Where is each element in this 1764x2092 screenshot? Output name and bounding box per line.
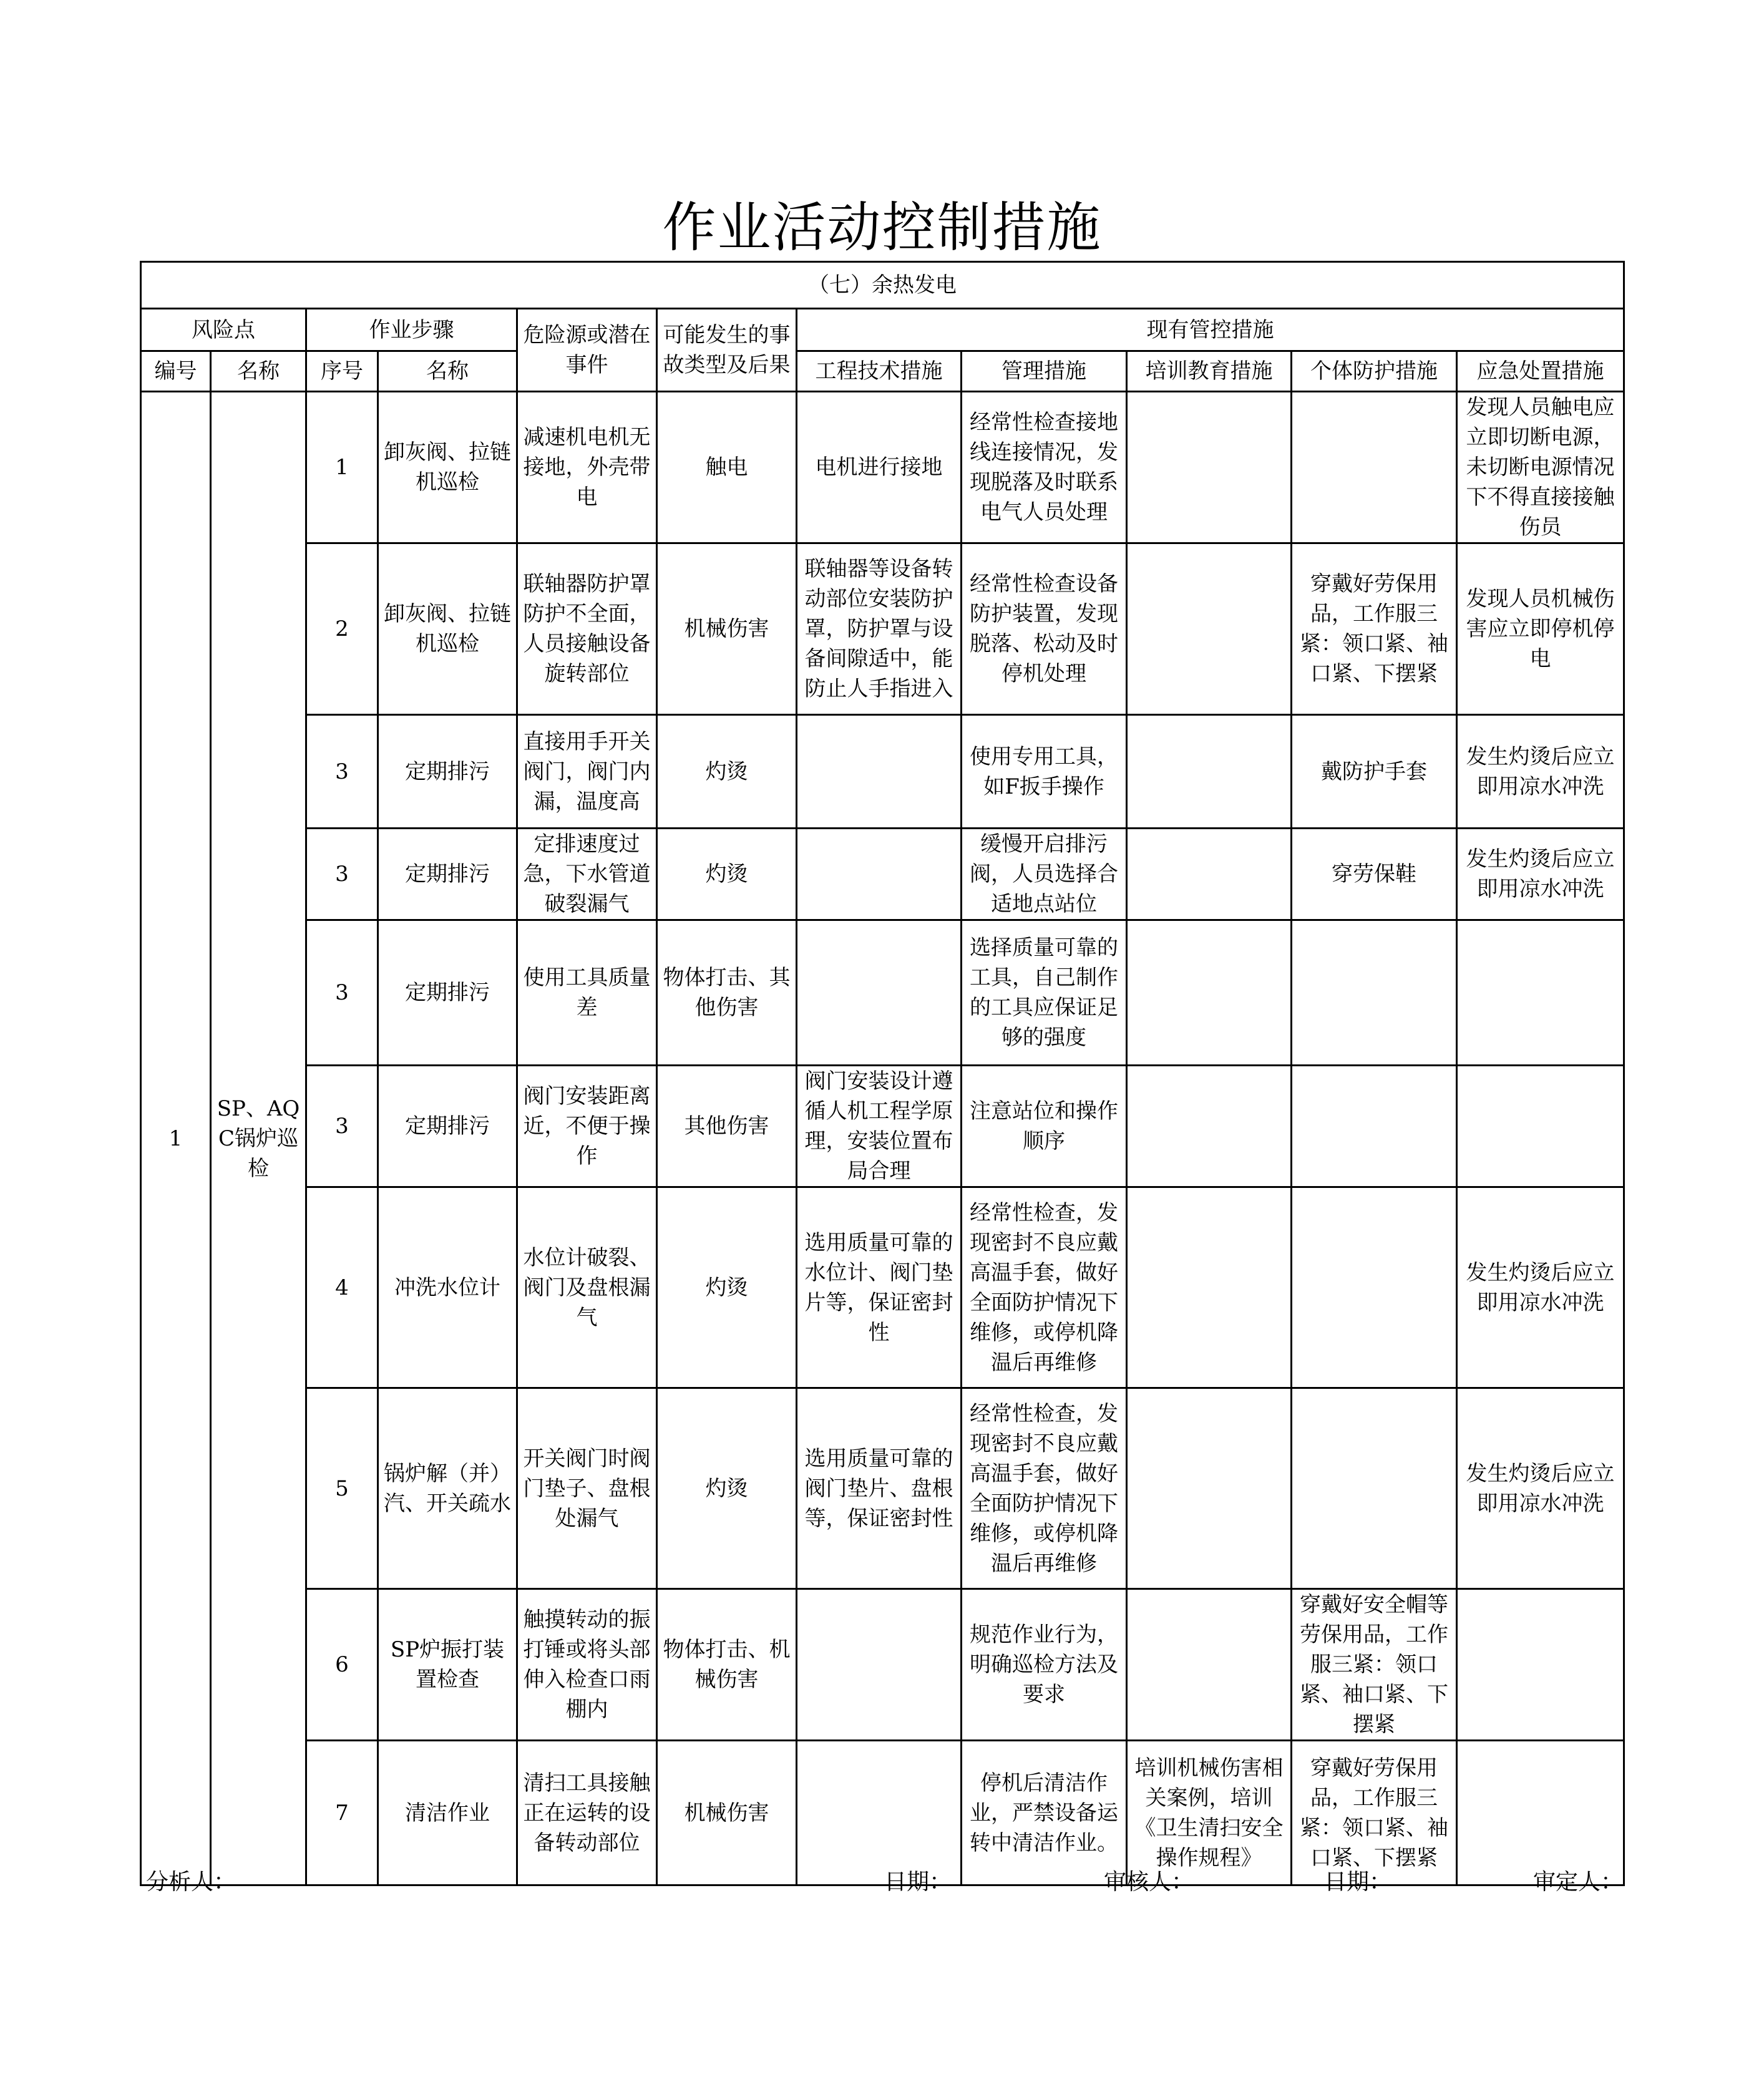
engineering-cell: 联轴器等设备转动部位安装防护罩，防护罩与设备间隙适中，能防止人手指进入	[797, 543, 962, 715]
table-row	[141, 920, 1624, 1066]
management-cell: 经常性检查，发现密封不良应戴高温手套，做好全面防护情况下维修，或停机降温后再维修	[962, 1388, 1127, 1589]
management-cell: 经常性检查设备防护装置，发现脱落、松动及时停机处理	[962, 543, 1127, 715]
emergency-cell: 发现人员触电应立即切断电源，未切断电源情况下不得直接接触伤员	[1457, 392, 1624, 543]
table-row	[141, 1066, 1624, 1187]
table-row	[141, 1741, 1624, 1885]
header-ppe: 个体防护措施	[1292, 351, 1457, 392]
ppe-cell: 穿戴好安全帽等劳保用品，工作服三紧：领口紧、袖口紧、下摆紧	[1292, 1589, 1457, 1741]
step-seq-cell: 3	[306, 1066, 378, 1187]
signature-footer	[140, 1864, 1623, 1902]
table-row	[141, 392, 1624, 543]
hazard-cell: 阀门安装距离近，不便于操作	[517, 1066, 657, 1187]
training-cell	[1127, 392, 1292, 543]
training-cell	[1127, 715, 1292, 829]
step-name-cell: 定期排污	[378, 715, 517, 829]
step-name-cell: 锅炉解（并）汽、开关疏水	[378, 1388, 517, 1589]
engineering-cell: 电机进行接地	[797, 392, 962, 543]
ppe-cell: 穿戴好劳保用品，工作服三紧：领口紧、袖口紧、下摆紧	[1292, 1741, 1457, 1885]
accident-cell: 机械伤害	[657, 1741, 797, 1885]
engineering-cell	[797, 715, 962, 829]
step-seq-cell: 6	[306, 1589, 378, 1741]
accident-cell: 灼烫	[657, 829, 797, 920]
accident-cell: 灼烫	[657, 1388, 797, 1589]
management-cell: 规范作业行为，明确巡检方法及要求	[962, 1589, 1127, 1741]
training-cell	[1127, 1187, 1292, 1388]
engineering-cell: 选用质量可靠的水位计、阀门垫片等，保证密封性	[797, 1187, 962, 1388]
management-cell: 经常性检查，发现密封不良应戴高温手套，做好全面防护情况下维修，或停机降温后再维修	[962, 1187, 1127, 1388]
header-training: 培训教育措施	[1127, 351, 1292, 392]
footer-date-2: 日期：	[1324, 1869, 1392, 1895]
accident-cell: 其他伤害	[657, 1066, 797, 1187]
ppe-cell	[1292, 1187, 1457, 1388]
emergency-cell: 发生灼烫后应立即用凉水冲洗	[1457, 829, 1624, 920]
footer-analyst: 分析人：	[146, 1869, 236, 1895]
table-row	[141, 1589, 1624, 1741]
accident-cell: 灼烫	[657, 1187, 797, 1388]
ppe-cell: 穿戴好劳保用品，工作服三紧：领口紧、袖口紧、下摆紧	[1292, 543, 1457, 715]
risk-name-cell: SP、AQC锅炉巡检	[211, 392, 306, 1885]
training-cell	[1127, 1589, 1292, 1741]
training-cell	[1127, 1388, 1292, 1589]
ppe-cell	[1292, 392, 1457, 543]
ppe-cell	[1292, 920, 1457, 1066]
step-seq-cell: 3	[306, 920, 378, 1066]
header-step-name: 名称	[378, 351, 517, 392]
engineering-cell	[797, 829, 962, 920]
step-name-cell: 冲洗水位计	[378, 1187, 517, 1388]
accident-cell: 灼烫	[657, 715, 797, 829]
header-work-steps: 作业步骤	[306, 309, 517, 351]
training-cell: 培训机械伤害相关案例，培训《卫生清扫安全操作规程》	[1127, 1741, 1292, 1885]
step-seq-cell: 3	[306, 829, 378, 920]
hazard-cell: 水位计破裂、阀门及盘根漏气	[517, 1187, 657, 1388]
hazard-cell: 清扫工具接触正在运转的设备转动部位	[517, 1741, 657, 1885]
step-seq-cell: 2	[306, 543, 378, 715]
emergency-cell	[1457, 1741, 1624, 1885]
header-management: 管理措施	[962, 351, 1127, 392]
table-row	[141, 1187, 1624, 1388]
step-name-cell: 定期排污	[378, 1066, 517, 1187]
header-current-controls: 现有管控措施	[797, 309, 1624, 351]
hazard-cell: 使用工具质量差	[517, 920, 657, 1066]
header-risk-point: 风险点	[141, 309, 306, 351]
training-cell	[1127, 543, 1292, 715]
hazard-cell: 触摸转动的振打锤或将头部伸入检查口雨棚内	[517, 1589, 657, 1741]
footer-approver: 审定人：	[1533, 1869, 1623, 1895]
step-name-cell: 定期排污	[378, 829, 517, 920]
step-name-cell: SP炉振打装置检查	[378, 1589, 517, 1741]
page-title: 作业活动控制措施	[662, 197, 1102, 259]
step-name-cell: 清洁作业	[378, 1741, 517, 1885]
emergency-cell: 发现人员机械伤害应立即停机停电	[1457, 543, 1624, 715]
step-seq-cell: 1	[306, 392, 378, 543]
training-cell	[1127, 829, 1292, 920]
step-seq-cell: 7	[306, 1741, 378, 1885]
ppe-cell: 穿劳保鞋	[1292, 829, 1457, 920]
management-cell: 使用专用工具，如F扳手操作	[962, 715, 1127, 829]
emergency-cell: 发生灼烫后应立即用凉水冲洗	[1457, 1388, 1624, 1589]
header-step-seq: 序号	[306, 351, 378, 392]
ppe-cell	[1292, 1388, 1457, 1589]
hazard-cell: 定排速度过急，下水管道破裂漏气	[517, 829, 657, 920]
management-cell: 注意站位和操作顺序	[962, 1066, 1127, 1187]
management-cell: 停机后清洁作业，严禁设备运转中清洁作业。	[962, 1741, 1127, 1885]
hazard-cell: 开关阀门时阀门垫子、盘根处漏气	[517, 1388, 657, 1589]
hazard-cell: 联轴器防护罩防护不全面，人员接触设备旋转部位	[517, 543, 657, 715]
emergency-cell	[1457, 920, 1624, 1066]
step-name-cell: 卸灰阀、拉链机巡检	[378, 543, 517, 715]
risk-no-cell: 1	[141, 392, 211, 1885]
step-seq-cell: 3	[306, 715, 378, 829]
training-cell	[1127, 920, 1292, 1066]
footer-reviewer: 审核人：	[1104, 1869, 1194, 1895]
footer-date-1: 日期：	[884, 1869, 952, 1895]
step-seq-cell: 4	[306, 1187, 378, 1388]
header-hazard: 危险源或潜在事件	[517, 309, 657, 392]
accident-cell: 物体打击、其他伤害	[657, 920, 797, 1066]
training-cell	[1127, 1066, 1292, 1187]
emergency-cell	[1457, 1066, 1624, 1187]
accident-cell: 物体打击、机械伤害	[657, 1589, 797, 1741]
step-name-cell: 卸灰阀、拉链机巡检	[378, 392, 517, 543]
emergency-cell: 发生灼烫后应立即用凉水冲洗	[1457, 715, 1624, 829]
management-cell: 经常性检查接地线连接情况，发现脱落及时联系电气人员处理	[962, 392, 1127, 543]
ppe-cell: 戴防护手套	[1292, 715, 1457, 829]
accident-cell: 触电	[657, 392, 797, 543]
management-cell: 选择质量可靠的工具，自己制作的工具应保证足够的强度	[962, 920, 1127, 1066]
engineering-cell: 选用质量可靠的阀门垫片、盘根等，保证密封性	[797, 1388, 962, 1589]
step-name-cell: 定期排污	[378, 920, 517, 1066]
table-row	[141, 829, 1624, 920]
header-risk-name: 名称	[211, 351, 306, 392]
table-row	[141, 715, 1624, 829]
table-row	[141, 1388, 1624, 1589]
management-cell: 缓慢开启排污阀，人员选择合适地点站位	[962, 829, 1127, 920]
emergency-cell: 发生灼烫后应立即用凉水冲洗	[1457, 1187, 1624, 1388]
table-row	[141, 543, 1624, 715]
header-accident-type: 可能发生的事故类型及后果	[657, 309, 797, 392]
emergency-cell	[1457, 1589, 1624, 1741]
engineering-cell: 阀门安装设计遵循人机工程学原理，安装位置布局合理	[797, 1066, 962, 1187]
header-emergency: 应急处置措施	[1457, 351, 1624, 392]
engineering-cell	[797, 1741, 962, 1885]
hazard-cell: 减速机电机无接地，外壳带电	[517, 392, 657, 543]
ppe-cell	[1292, 1066, 1457, 1187]
accident-cell: 机械伤害	[657, 543, 797, 715]
step-seq-cell: 5	[306, 1388, 378, 1589]
header-risk-no: 编号	[141, 351, 211, 392]
engineering-cell	[797, 1589, 962, 1741]
hazard-cell: 直接用手开关阀门，阀门内漏，温度高	[517, 715, 657, 829]
engineering-cell	[797, 920, 962, 1066]
control-measures-table	[140, 261, 1625, 1886]
header-engineering: 工程技术措施	[797, 351, 962, 392]
section-title: （七）余热发电	[141, 262, 1624, 309]
